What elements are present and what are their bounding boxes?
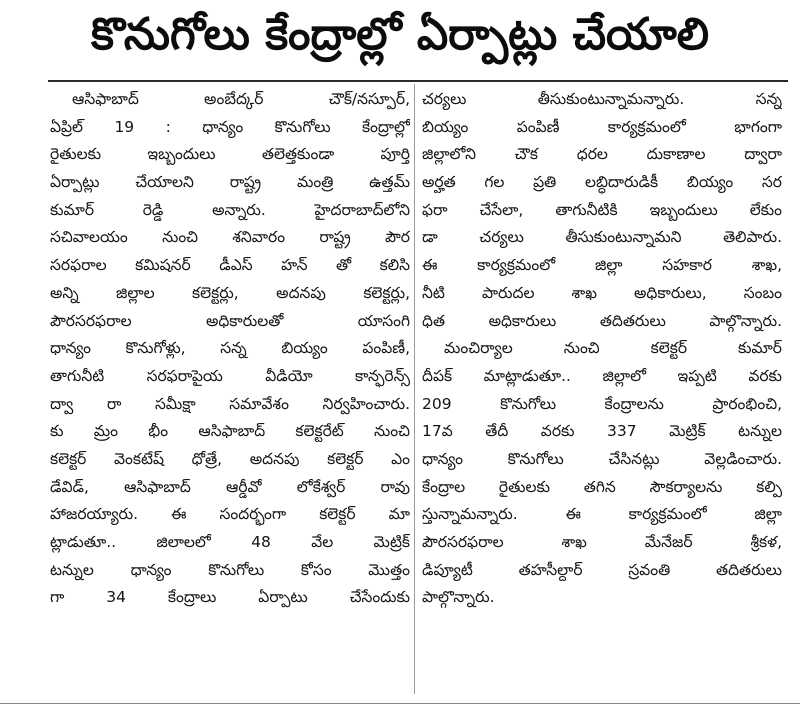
article-column-right bbox=[422, 86, 782, 612]
article-line: అర్హత గల ప్రతి లబ్ధిదారుడికీ బియ్యం సర bbox=[422, 173, 782, 192]
article-line: 209 కొనుగోలు కేంద్రాలను ప్రారంభించి, bbox=[422, 394, 782, 413]
article-line: ఫరా చేసేలా, తాగునీటికి ఇబ్బందులు లేకుం bbox=[422, 200, 782, 219]
article-line: కేంద్రాల రైతులకు తగిన సౌకర్యాలను కల్పి bbox=[422, 477, 782, 496]
article-line: డేవిడ్, ఆసిఫాబాద్ ఆర్డీవో లోకేశ్వర్ రావు bbox=[50, 477, 410, 496]
article-line: 17వ తేదీ వరకు 337 మెట్రిక్ టన్నుల bbox=[422, 422, 782, 441]
article-line: పౌరసరఫరాల శాఖ మేనేజర్ శ్రీకళ, bbox=[422, 533, 782, 551]
article-line: ధిత అధికారులు తదితరులు పాల్గొన్నారు. bbox=[422, 311, 782, 330]
article-line: ఈ కార్యక్రమంలో జిల్లా సహకార శాఖ, bbox=[422, 256, 782, 275]
article-line: పాల్గొన్నారు. bbox=[422, 588, 495, 607]
column-divider bbox=[414, 84, 415, 694]
article-line: కలెక్టర్ వెంకటేష్ ధోత్రే, అదనపు కలెక్టర్ ఎం bbox=[50, 449, 410, 468]
article-line: ధాన్యం కొనుగోళ్లు, సన్న బియ్యం పంపిణీ, bbox=[50, 339, 410, 358]
article-line: చర్యలు తీసుకుంటున్నామన్నారు. సన్న bbox=[422, 90, 782, 108]
article-line: పౌరసరఫరాల అధికారులతో యాసంగి bbox=[50, 311, 410, 330]
article-line: కుమార్ రెడ్డి అన్నారు. హైదరాబాద్‌లోని bbox=[50, 200, 410, 219]
headline-divider bbox=[48, 80, 788, 82]
article-line: ట్లాడుతూ.. జిలాలలో 48 వేల మెట్రిక్ bbox=[50, 533, 410, 551]
article-line: స్తున్నామన్నారు. ఈ కార్యక్రమంలో జిల్లా bbox=[422, 505, 782, 524]
article-line: డిప్యూటీ తహసీల్దార్ స్రవంతి తదితరులు bbox=[422, 560, 782, 579]
article-line: హాజరయ్యారు. ఈ సందర్భంగా కలెక్టర్ మా bbox=[50, 505, 410, 524]
article-line: దీపక్ మాట్లాడుతూ.. జిల్లాలో ఇప్పటి వరకు bbox=[422, 366, 782, 385]
article-line: ధాన్యం కొనుగోలు చేసినట్లు వెల్లడించారు. bbox=[422, 449, 782, 468]
bottom-divider bbox=[0, 703, 800, 704]
article-line: అన్ని జిల్లాల కలెక్టర్లు, అదనపు కలెక్టర్లు, bbox=[50, 283, 410, 302]
headline: కొనుగోలు కేంద్రాల్లో ఏర్పాట్లు చేయాలి bbox=[91, 9, 709, 60]
article-line: కు మ్రం భీం ఆసిఫాబాద్ కలెక్టరేట్ నుంచి bbox=[50, 422, 410, 441]
article-line: నీటి పారుదల శాఖ అధికారులు, సంబం bbox=[422, 283, 782, 302]
article-line: ఏప్రిల్ 19 : ధాన్యం కొనుగోలు కేంద్రాల్లో bbox=[50, 117, 410, 136]
article-line: డా చర్యలు తీసుకుంటున్నామని తెలిపారు. bbox=[422, 228, 782, 247]
article-line: ఆసిఫాబాద్ అంబేద్కర్ చౌక్/నస్పూర్, bbox=[72, 90, 410, 108]
article-line: రైతులకు ఇబ్బందులు తలెత్తకుండా పూర్తి bbox=[50, 145, 410, 164]
article-line: ద్వా రా సమీక్షా సమావేశం నిర్వహించారు. bbox=[50, 394, 410, 413]
article-line: గా 34 కేంద్రాలు ఏర్పాటు చేసేందుకు bbox=[50, 588, 410, 607]
article-line: ఏర్పాట్లు చేయాలని రాష్ట్ర మంత్రి ఉత్తమ్ bbox=[50, 173, 410, 192]
article-column-left bbox=[50, 86, 410, 612]
article-line: బియ్యం పంపిణీ కార్యక్రమంలో భాగంగా bbox=[422, 117, 782, 136]
article-line: టన్నుల ధాన్యం కొనుగోలు కోసం మొత్తం bbox=[50, 560, 410, 579]
article-line: సరఫరాల కమిషనర్ డీఎస్ హన్ తో కలిసి bbox=[50, 256, 410, 275]
article-line: మంచిర్యాల నుంచి కలెక్టర్ కుమార్ bbox=[444, 339, 782, 358]
article-line: తాగునీటి సరఫరాపైయ వీడియో కాన్ఫరెన్స్ bbox=[50, 366, 410, 385]
article-line: సచివాలయం నుంచి శనివారం రాష్ట్ర పౌర bbox=[50, 228, 410, 247]
article-line: జిల్లాలోని చౌక ధరల దుకాణాల ద్వారా bbox=[422, 145, 782, 164]
